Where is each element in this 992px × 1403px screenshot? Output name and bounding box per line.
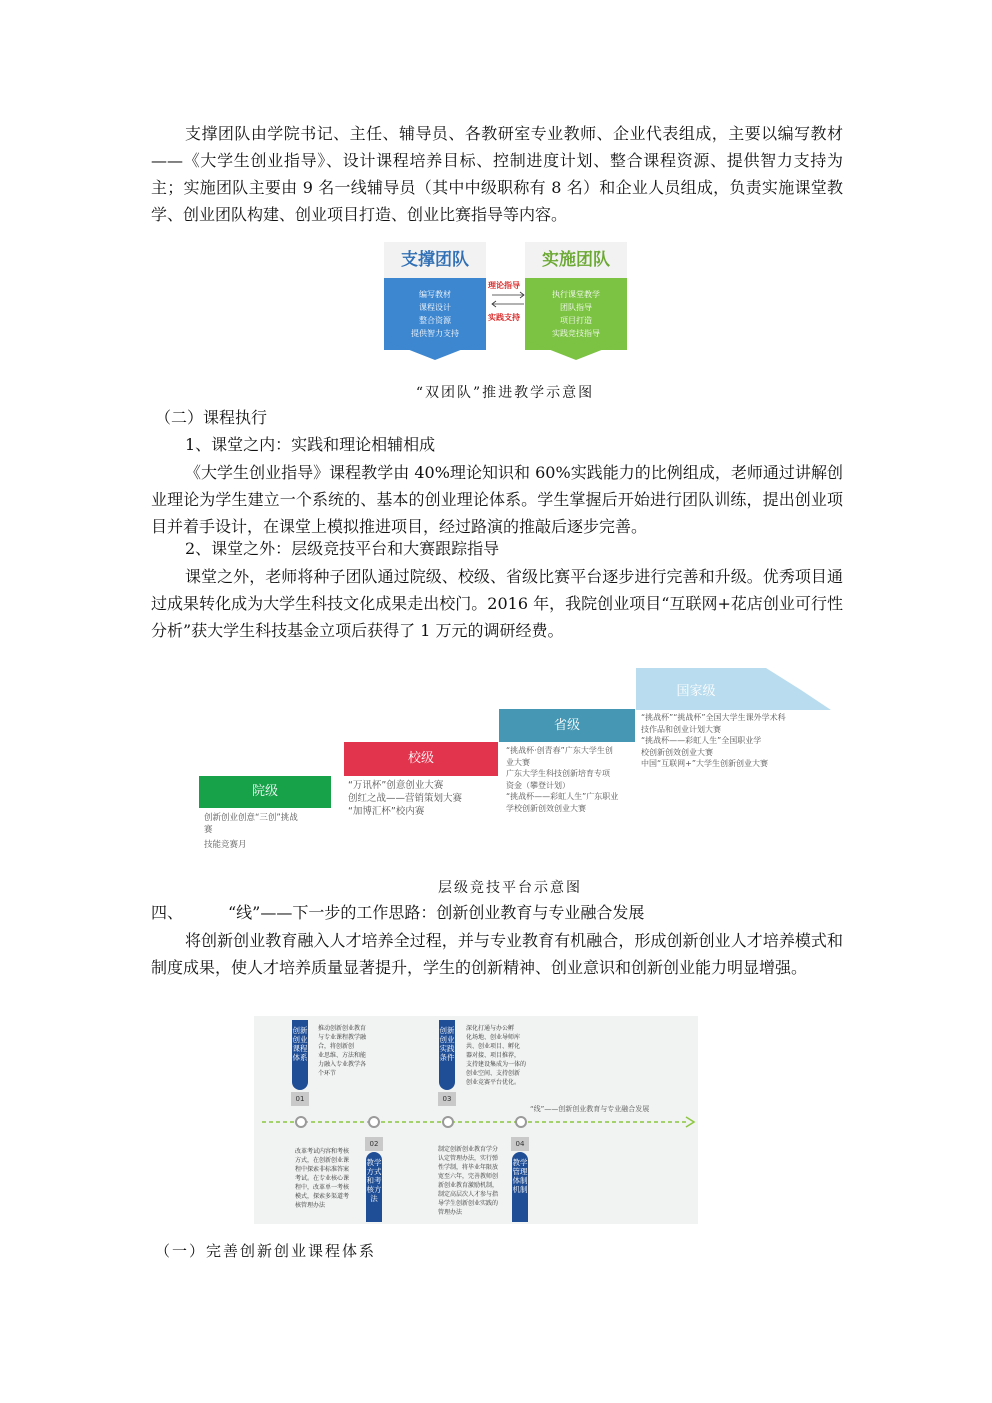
timeline-text-line: 性学制，将毕业年限放: [438, 1164, 499, 1171]
timeline-text-line: 深化打通与办公孵: [466, 1025, 515, 1032]
level-step-school: 校级: [344, 742, 498, 776]
timeline-text-line: 新创业教育激励机制，: [438, 1182, 499, 1189]
support-team-box: [384, 242, 486, 368]
level-step-province: 省级: [499, 709, 635, 742]
support-team-title: 支撑团队: [384, 242, 486, 278]
support-item: 课程设计: [419, 303, 451, 312]
double-arrow-icon: [490, 290, 526, 310]
timeline-node: [442, 1116, 454, 1128]
timeline-text-line: 导学生创新创业实践的: [438, 1200, 499, 1207]
timeline-text-line: 管理办法: [438, 1209, 463, 1216]
timeline-tag-01: 创新创业课程体系: [292, 1020, 308, 1090]
implement-item: 团队指导: [560, 303, 592, 312]
section2-para1: 《大学生创业指导》课程教学由 40%理论知识和 60%实践能力的比例组成，老师通过讲解创业理论为学生建立一个系统的、基本的创业理论体系。学生掌握后开始进行团队训练，提出创业项目并着手设计，在课堂上模拟推进项目，经过路演的推敲后逐步完善。: [151, 463, 843, 536]
timeline-text-04: [438, 1145, 498, 1217]
desc-line: “挑战杯——彩虹人生”全国职业学: [641, 736, 762, 745]
support-arrow-tip: [384, 340, 486, 360]
timeline-node: [368, 1116, 380, 1128]
implement-team-title: 实施团队: [525, 242, 627, 278]
timeline-text-line: 制定创新创业教育学分: [438, 1146, 499, 1153]
link-top-label: 理论指导: [488, 281, 520, 290]
support-item: 整合资源: [419, 316, 451, 325]
section4-heading-num: 四、: [151, 903, 184, 922]
province-desc: [506, 745, 618, 814]
timeline-node: [515, 1116, 527, 1128]
desc-line: “挑战杯·创青春”广东大学生创: [506, 746, 613, 755]
timeline-text-line: 程中，改革单一考核: [295, 1184, 350, 1191]
desc-line: 中国“互联网+”大学生创新创业大赛: [641, 759, 768, 768]
section4-heading-text: “线”——下一步的工作思路：创新创业教育与专业融合发展: [228, 903, 645, 922]
timeline-text-line: 业思维、方法和能: [318, 1052, 367, 1059]
desc-line: 资金（攀登计划）: [506, 780, 570, 790]
timeline-text-line: 程中探索非标准答案: [295, 1166, 350, 1173]
timeline-tag-02: 教学方式和考核方法: [366, 1152, 382, 1222]
intro-paragraph: 支撑团队由学院书记、主任、辅导员、各教研室专业教师、企业代表组成，主要以编写教材——《大学生创业指导》、设计课程培养目标、控制进度计划、整合课程资源、提供智力支持为主；实施团队主要由 9 名一线辅导员（其中中级职称有 8 名）和企业人员组成，负责实施课堂教学、创业团队构建、创业项目打造、创业比赛指导等内容。: [151, 124, 843, 224]
timeline-text-03: [466, 1024, 526, 1087]
desc-line: 创红之战——营销策划大赛: [348, 793, 463, 804]
level-step-national: 国家级: [676, 684, 716, 699]
timeline-text-line: 化场地、创业导师库: [466, 1034, 521, 1041]
desc-line: “挑战杯”“挑战杯”全国大学生课外学术科: [641, 713, 786, 722]
section2-para2: 课堂之外，老师将种子团队通过院级、校级、省级比赛平台逐步进行完善和升级。优秀项目通过成果转化成为大学生科技文化成果走出校门。2016 年，我院创业项目“互联网+花店创业可行性分析”获大学生科技基金立项后获得了 1 万元的调研经费。: [151, 567, 843, 640]
timeline-text-line: 个环节: [318, 1070, 337, 1077]
timeline-text-02: [295, 1147, 349, 1210]
desc-line: “万讯杯”创意创业大赛: [348, 780, 444, 791]
timeline-num-01: 01: [291, 1092, 309, 1106]
timeline-node: [295, 1116, 307, 1128]
section4-para: 将创新创业教育融入人才培养全过程，并与专业教育有机融合，形成创新创业人才培养模式和制度成果，使人才培养质量显著提升，学生的创新精神、创业意识和创新创业能力明显增强。: [151, 931, 843, 977]
desc-line: 业大赛: [506, 757, 530, 767]
college-desc: [204, 812, 298, 851]
timeline-text-line: 宽至六年，完善教师创: [438, 1173, 499, 1180]
implement-item: 项目打造: [560, 316, 592, 325]
desc-line: 校创新创效创业大赛: [641, 747, 713, 757]
desc-line: 技能竞赛月: [204, 840, 247, 850]
timeline-text-line: 器对接、项目推荐，: [466, 1052, 521, 1059]
school-desc: [348, 779, 462, 818]
timeline-text-line: 认定管理办法，实行弹: [438, 1155, 499, 1162]
timeline-tag-04: 教学管理体制机制: [512, 1152, 528, 1222]
desc-line: 赛: [204, 825, 213, 835]
stair-caption: 层级竞技平台示意图: [438, 880, 582, 896]
timeline-axis: [262, 1115, 700, 1131]
implement-team-box: [525, 242, 627, 368]
timeline-text-line: 推动创新创业教育: [318, 1025, 367, 1032]
implement-item: 实践竞技指导: [552, 329, 600, 338]
timeline-num-03: 03: [438, 1092, 456, 1106]
timeline-text-line: 方式，在创新创业课: [295, 1157, 350, 1164]
timeline-axis-label: “线”——创新创业教育与专业融合发展: [530, 1105, 650, 1113]
timeline-text-line: 考试。在专业核心课: [295, 1175, 350, 1182]
timeline-text-line: 合，将创新创: [318, 1043, 355, 1050]
timeline-text-line: 共、创业项目、孵化: [466, 1043, 521, 1050]
link-bottom-label: 实践支持: [488, 313, 520, 322]
desc-line: “加博汇杯”校内赛: [348, 806, 425, 817]
support-item: 编写教材: [419, 290, 451, 299]
desc-line: 技作品和创业计划大赛: [641, 724, 721, 734]
timeline-text-line: 创业竞赛平台优化。: [466, 1079, 521, 1086]
timeline-num-02: 02: [365, 1137, 383, 1151]
timeline-text-line: 核管理办法: [295, 1202, 326, 1209]
national-desc: [641, 712, 786, 770]
timeline-text-line: 与专业课程教学融: [318, 1034, 367, 1041]
timeline-text-line: 支持建设集成为一体的: [466, 1061, 527, 1068]
section4-sub1-heading: （一）完善创新创业课程体系: [155, 1242, 377, 1260]
implement-arrow-tip: [525, 340, 627, 360]
section2-sub2: 2、课堂之外：层级竞技平台和大赛跟踪指导: [185, 539, 500, 558]
support-item: 提供智力支持: [411, 329, 459, 338]
timeline-text-line: 模式，探索多渠道考: [295, 1193, 350, 1200]
timeline-text-01: [318, 1024, 366, 1078]
timeline-tag-03: 创新创业实践条件: [439, 1020, 455, 1090]
timeline-text-line: 改革考试内容和考核: [295, 1148, 350, 1155]
desc-line: 创新创业创意“三创”挑战: [204, 813, 298, 823]
timeline-text-line: 创业空间、支持创新: [466, 1070, 521, 1077]
implement-item: 执行课堂教学: [552, 290, 600, 299]
timeline-text-line: 制定高层次人才参与指: [438, 1191, 499, 1198]
timeline-num-04: 04: [511, 1137, 529, 1151]
section2-heading: （二）课程执行: [155, 408, 268, 427]
section2-sub1: 1、课堂之内：实践和理论相辅相成: [185, 435, 436, 454]
level-step-college: 院级: [199, 776, 331, 808]
desc-line: 学校创新创效创业大赛: [506, 803, 586, 813]
dual-team-caption: “双团队”推进教学示意图: [415, 385, 595, 401]
desc-line: “挑战杯——彩虹人生”广东职业: [506, 792, 619, 801]
timeline-text-line: 力融入专业教学各: [318, 1061, 367, 1068]
desc-line: 广东大学生科技创新培育专项: [506, 769, 610, 778]
